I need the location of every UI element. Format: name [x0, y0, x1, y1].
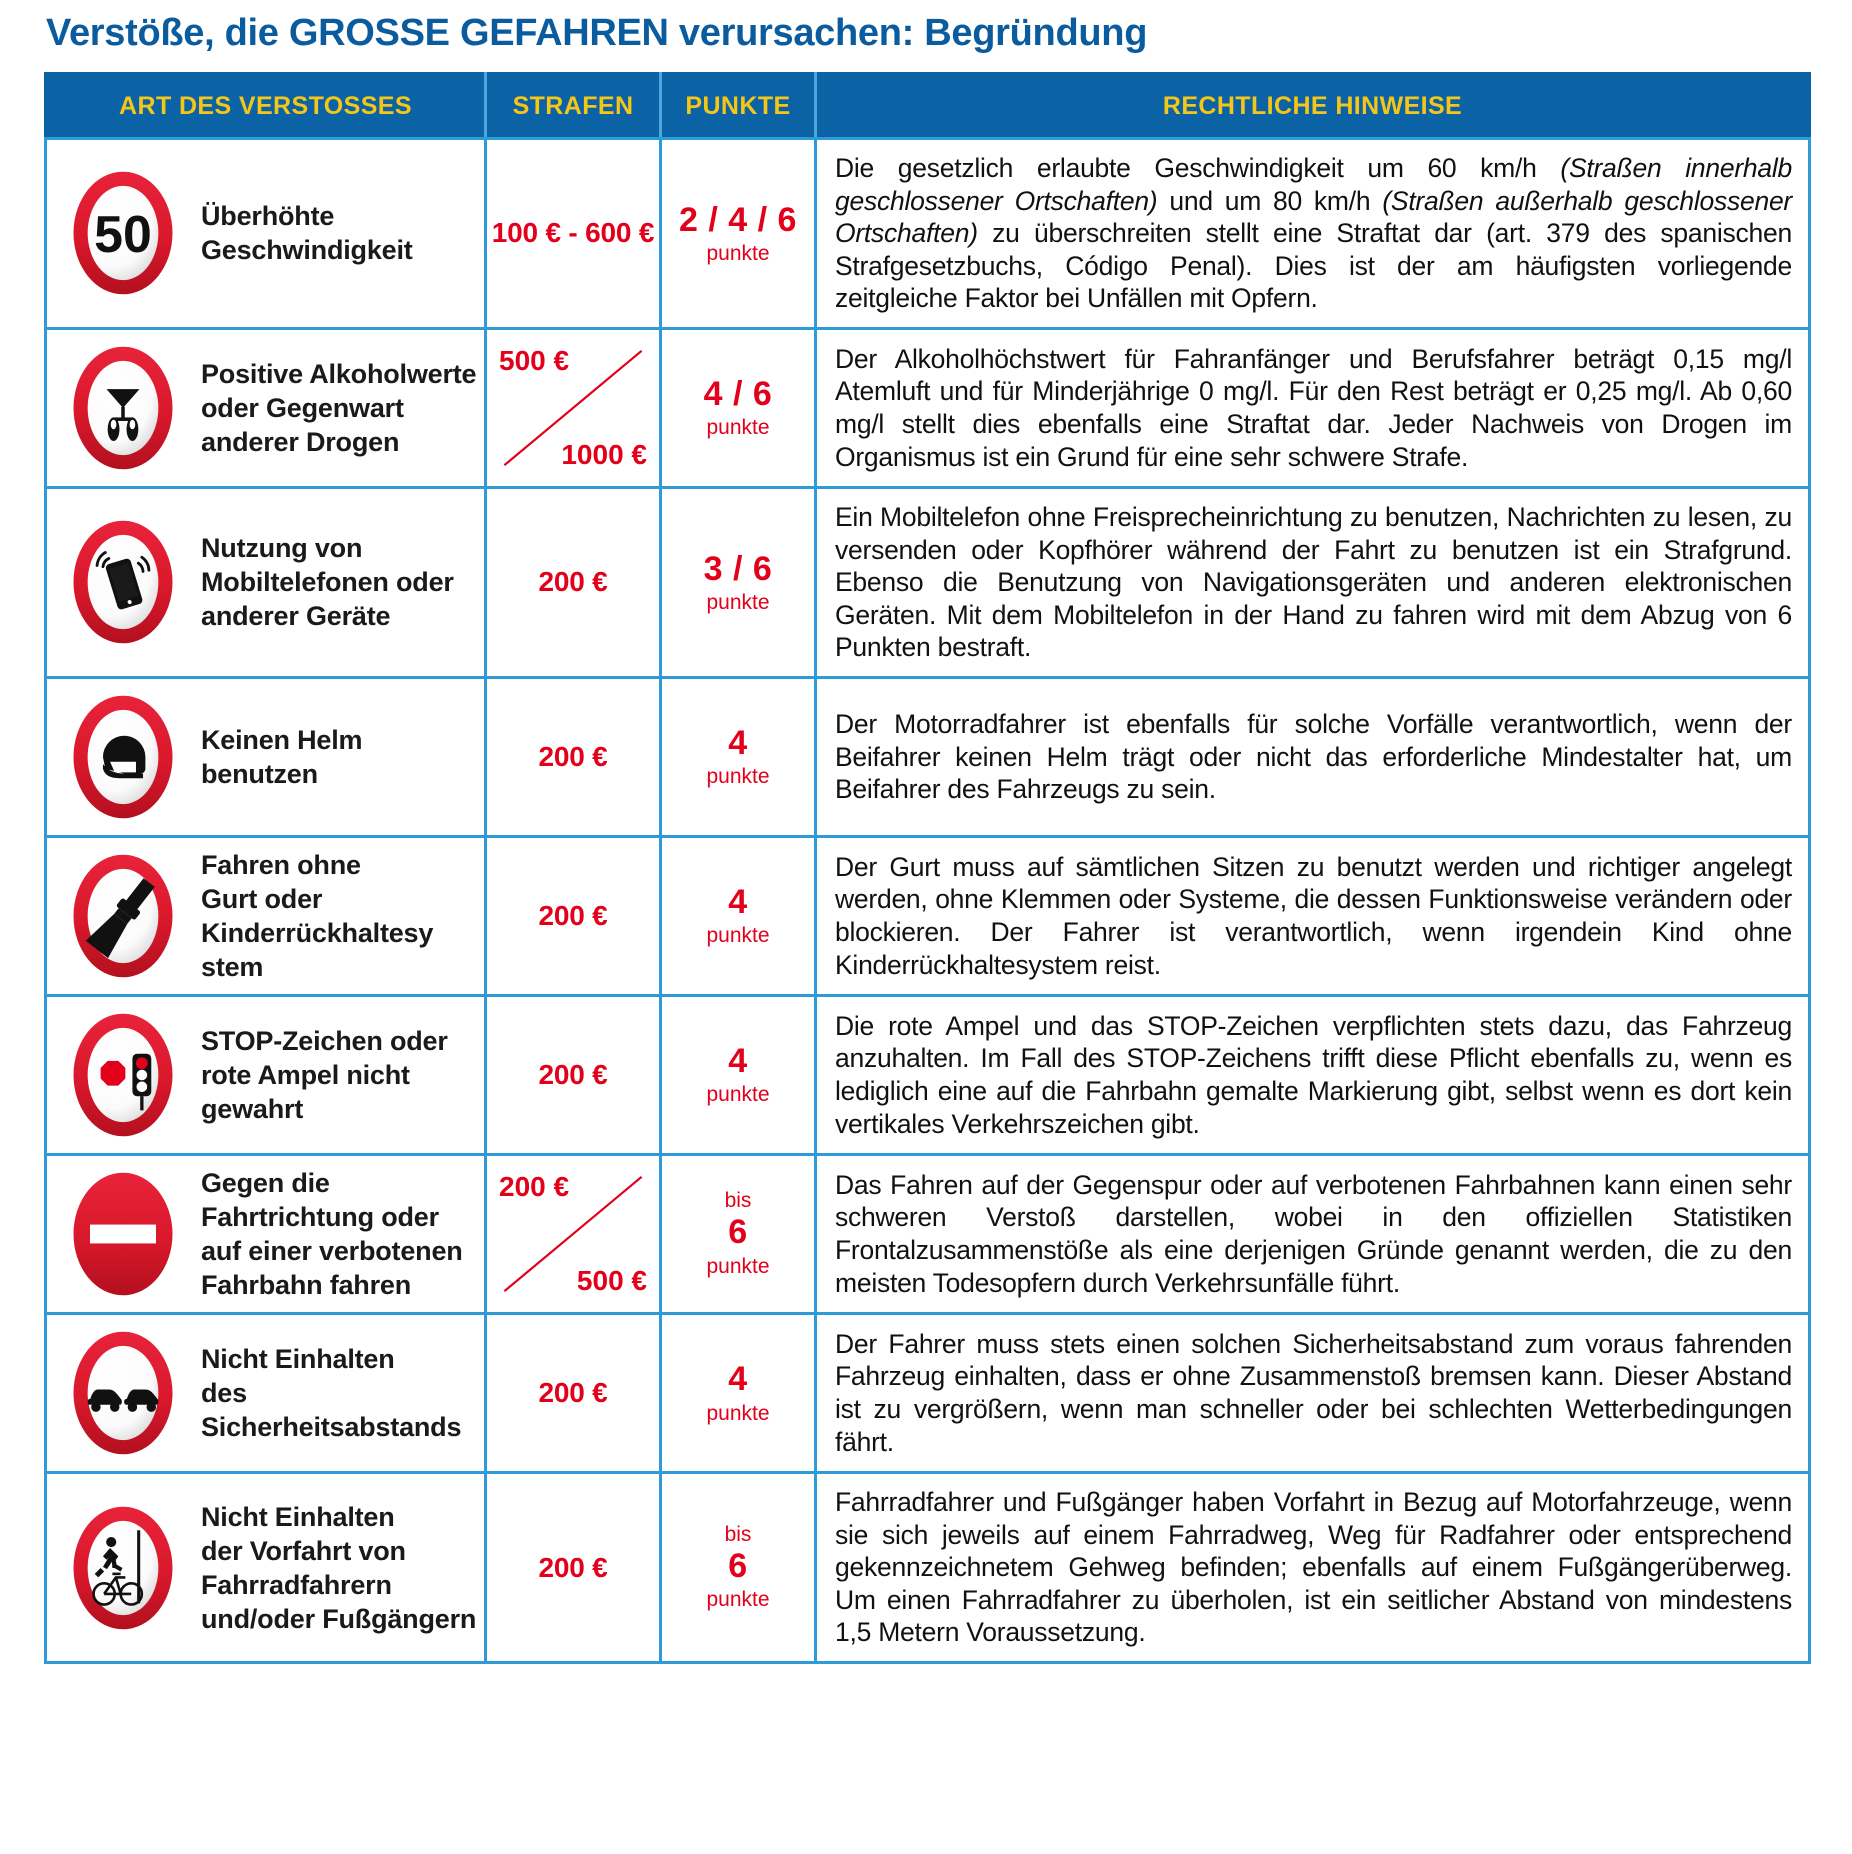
- table-row: [46, 139, 1810, 329]
- svg-text:50: 50: [94, 205, 152, 264]
- points-value: 2 / 4 / 6: [679, 200, 797, 239]
- legal-notes-text: Fahrradfahrer und Fußgänger haben Vorfahrt in Bezug auf Motorfahrzeuge, wenn sie sich jeweils auf einem Fahrradweg, Weg für Radfahrer oder entsprechend gekennzeichnetem Gehweg befinden; ebenfalls auf einem Fußgängerüberweg. Um einen Fahrradfahrer zu überholen, ist ein seitlicher Abstand von mindestens 1,5 Metern Voraussetzung.: [835, 1487, 1792, 1648]
- fine-cell: [486, 836, 661, 995]
- no-mobile-phone-sign: [61, 514, 185, 650]
- table-row: [46, 487, 1810, 677]
- points-value: 6: [728, 1546, 748, 1585]
- violation-type-label: Nutzung von Mobiltelefonen oder anderer Geräte: [201, 533, 454, 632]
- column-header-notes: RECHTLICHE HINWEISE: [816, 74, 1810, 139]
- no-helmet-sign: [61, 689, 185, 825]
- column-header-type: ART DES VERSTOSSES: [46, 74, 486, 139]
- table-row: [46, 1314, 1810, 1473]
- legal-notes-text: Die gesetzlich erlaubte Geschwindigkeit um 60 km/h (Straßen innerhalb geschlossener Ortschaften) und um 80 km/h (Straßen außerhalb geschlossener Ortschaften) zu überschreiten stellt eine Straftat dar (art. 379 des spanischen Strafgesetzbuchs, Código Penal). Dies ist der am häufigsten vorliegende zeitgleiche Faktor bei Unfällen mit Opfern.: [835, 153, 1793, 314]
- points-value: 4: [728, 883, 748, 922]
- legal-notes-text: Der Alkoholhöchstwert für Fahranfänger und Berufsfahrer beträgt 0,15 mg/l Atemluft und für Minderjährige 0 mg/l. Für den Rest beträgt er 0,25 mg/l. Ab 0,60 mg/l stellt dies ebenfalls eine Straftat dar. Jeder Nachweis von Drogen im Organismus ist ein Grund für eine sehr schwere Strafe.: [835, 343, 1792, 472]
- legal-notes-cell: [816, 677, 1810, 836]
- points-unit-label: punkte: [706, 1588, 770, 1612]
- legal-notes-text: Ein Mobiltelefon ohne Freisprecheinrichtung zu benutzen, Nachrichten zu lesen, zu versenden oder Kopfhörer während der Fahrt zu benutzen ist ein Strafgrund. Ebenso die Benutzung von Navigationsgeräten und anderen elektronischen Geräten. Mit dem Mobiltelefon in der Hand zu fahren wird mit dem Abzug von 6 Punkten bestraft.: [835, 501, 1792, 663]
- points-unit-label: punkte: [706, 590, 770, 614]
- points-unit-label: punkte: [706, 765, 770, 789]
- fine-cell: [486, 1314, 661, 1473]
- violation-type-cell: [46, 996, 486, 1155]
- points-cell: [661, 836, 816, 995]
- points-value: 3 / 6: [703, 549, 773, 588]
- violation-type-cell: [46, 487, 486, 677]
- fine-amount-max: 1000 €: [561, 438, 647, 470]
- legal-notes-cell: [816, 836, 1810, 995]
- legal-notes-text: Der Gurt muss auf sämtlichen Sitzen zu benutzt werden und richtiger angelegt werden, ohne Klemmen oder Systeme, die dessen Funktionsweise verändern oder blockieren. Der Fahrer ist verantwortlich, wenn irgendein Kind ohne Kinderrückhaltesystem reist.: [835, 851, 1792, 980]
- legal-notes-cell: [816, 1314, 1810, 1473]
- no-seatbelt-sign: [61, 848, 185, 984]
- points-cell: [661, 1155, 816, 1314]
- points-unit-label: punkte: [706, 1254, 770, 1278]
- fine-amount: 100 € - 600 €: [491, 217, 655, 249]
- points-cell: [661, 677, 816, 836]
- violation-type-label: Keinen Helm benutzen: [201, 724, 363, 789]
- points-unit-label: punkte: [706, 1401, 770, 1425]
- points-cell: [661, 487, 816, 677]
- fine-amount-max: 500 €: [576, 1265, 647, 1297]
- points-cell: [661, 1314, 816, 1473]
- points-value: 4: [728, 1360, 748, 1399]
- points-value: 4 / 6: [703, 375, 773, 414]
- table-header: [46, 74, 1810, 139]
- column-header-points: PUNKTE: [661, 74, 816, 139]
- legal-notes-cell: [816, 1155, 1810, 1314]
- fine-cell: [486, 328, 661, 487]
- legal-notes-cell: [816, 996, 1810, 1155]
- pedestrian-cyclist-sign: [61, 1500, 185, 1636]
- legal-notes-cell: [816, 139, 1810, 329]
- violation-type-cell: [46, 836, 486, 995]
- table-row: [46, 1155, 1810, 1314]
- table-row: [46, 1473, 1810, 1663]
- violation-type-label: Fahren ohne Gurt oder Kinderrückhaltesy stem: [201, 849, 434, 982]
- points-cell: [661, 139, 816, 329]
- points-cell: [661, 1473, 816, 1663]
- violation-type-label: Überhöhte Geschwindigkeit: [201, 201, 413, 266]
- points-unit-label: punkte: [706, 924, 770, 948]
- header-row: [46, 74, 1810, 139]
- legal-notes-cell: [816, 328, 1810, 487]
- legal-notes-text: Der Motorradfahrer ist ebenfalls für solche Vorfälle verantwortlich, wenn der Beifahrer keinen Helm trägt oder nicht das erforderliche Mindestalter hat, um Beifahrer des Fahrzeugs zu sein.: [835, 709, 1792, 805]
- column-header-fine: STRAFEN: [486, 74, 661, 139]
- points-prefix: bis: [724, 1522, 752, 1546]
- page-title: Verstöße, die GROSSE GEFAHREN verursachen: Begründung: [46, 12, 1148, 54]
- fine-amount: 200 €: [538, 899, 608, 931]
- violations-table-wrapper: [44, 72, 1808, 1664]
- fine-amount: 200 €: [538, 1377, 608, 1409]
- table-row: [46, 836, 1810, 995]
- fine-cell: [486, 487, 661, 677]
- fine-amount-min: 500 €: [499, 344, 570, 376]
- fine-cell: [486, 996, 661, 1155]
- violation-type-label: Gegen die Fahrtrichtung oder auf einer verbotenen Fahrbahn fahren: [201, 1168, 463, 1301]
- table-row: [46, 996, 1810, 1155]
- violation-type-cell: [46, 328, 486, 487]
- points-unit-label: punkte: [706, 241, 770, 265]
- fine-amount: 200 €: [538, 566, 608, 598]
- points-unit-label: punkte: [706, 416, 770, 440]
- points-prefix: bis: [724, 1189, 752, 1213]
- violation-type-label: Nicht Einhalten der Vorfahrt von Fahrradfahrern und/oder Fußgängern: [201, 1501, 477, 1634]
- legal-notes-cell: [816, 1473, 1810, 1663]
- fine-cell: [486, 1155, 661, 1314]
- fine-cell: [486, 139, 661, 329]
- no-alcohol-drugs-sign: [61, 340, 185, 476]
- violation-type-label: Nicht Einhalten des Sicherheitsabstands: [201, 1344, 462, 1443]
- legal-notes-text: Die rote Ampel und das STOP-Zeichen verpflichten stets dazu, das Fahrzeug anzuhalten. Im Fall des STOP-Zeichens trifft diese Pflicht ebenfalls zu, wenn es lediglich eine auf die Fahrbahn gemalte Markierung gibt, selbst wenn es dort kein vertikales Verkehrszeichen gibt.: [835, 1010, 1792, 1139]
- points-unit-label: punkte: [706, 1083, 770, 1107]
- violation-type-cell: [46, 1473, 486, 1663]
- fine-amount: 200 €: [538, 1059, 608, 1090]
- no-tailgating-sign: [61, 1325, 185, 1461]
- violation-type-cell: [46, 1155, 486, 1314]
- legal-notes-cell: [816, 487, 1810, 677]
- violation-type-cell: [46, 139, 486, 329]
- points-cell: [661, 996, 816, 1155]
- legal-notes-text: Der Fahrer muss stets einen solchen Sicherheitsabstand zum voraus fahrenden Fahrzeug einhalten, dass er ohne Zusammenstoß bremsen kann. Dieser Abstand ist zu vergrößern, wenn man schneller oder bei schlechten Wetterbedingungen fährt.: [835, 1328, 1792, 1457]
- stop-sign-traffic-light-sign: [61, 1007, 185, 1143]
- no-entry-sign: [61, 1166, 185, 1302]
- points-cell: [661, 328, 816, 487]
- fine-amount: 200 €: [538, 740, 608, 772]
- table-body: [46, 139, 1810, 1663]
- fine-amount-min: 200 €: [499, 1171, 570, 1203]
- fine-cell: [486, 1473, 661, 1663]
- violation-type-label: STOP-Zeichen oder rote Ampel nicht gewahrt: [201, 1025, 448, 1124]
- points-value: 4: [728, 724, 748, 763]
- fine-amount: 200 €: [538, 1551, 608, 1583]
- points-value: 4: [728, 1042, 748, 1081]
- table-row: [46, 328, 1810, 487]
- points-value: 6: [728, 1213, 748, 1252]
- violation-type-cell: [46, 1314, 486, 1473]
- table-row: [46, 677, 1810, 836]
- violation-type-label: Positive Alkoholwerte oder Gegenwart anderer Drogen: [201, 358, 477, 457]
- fine-cell: [486, 677, 661, 836]
- legal-notes-text: Das Fahren auf der Gegenspur oder auf verbotenen Fahrbahnen kann einen sehr schweren Verstoß darstellen, wobei in den offiziellen Statistiken Frontalzusammenstöße als eine derjenigen Gründe genannt werden, die zu den meisten Todesopfern durch Verkehrsunfälle führt.: [835, 1169, 1792, 1298]
- speed-limit-50-sign: [61, 165, 185, 301]
- violation-type-cell: [46, 677, 486, 836]
- violations-table: [44, 72, 1811, 1664]
